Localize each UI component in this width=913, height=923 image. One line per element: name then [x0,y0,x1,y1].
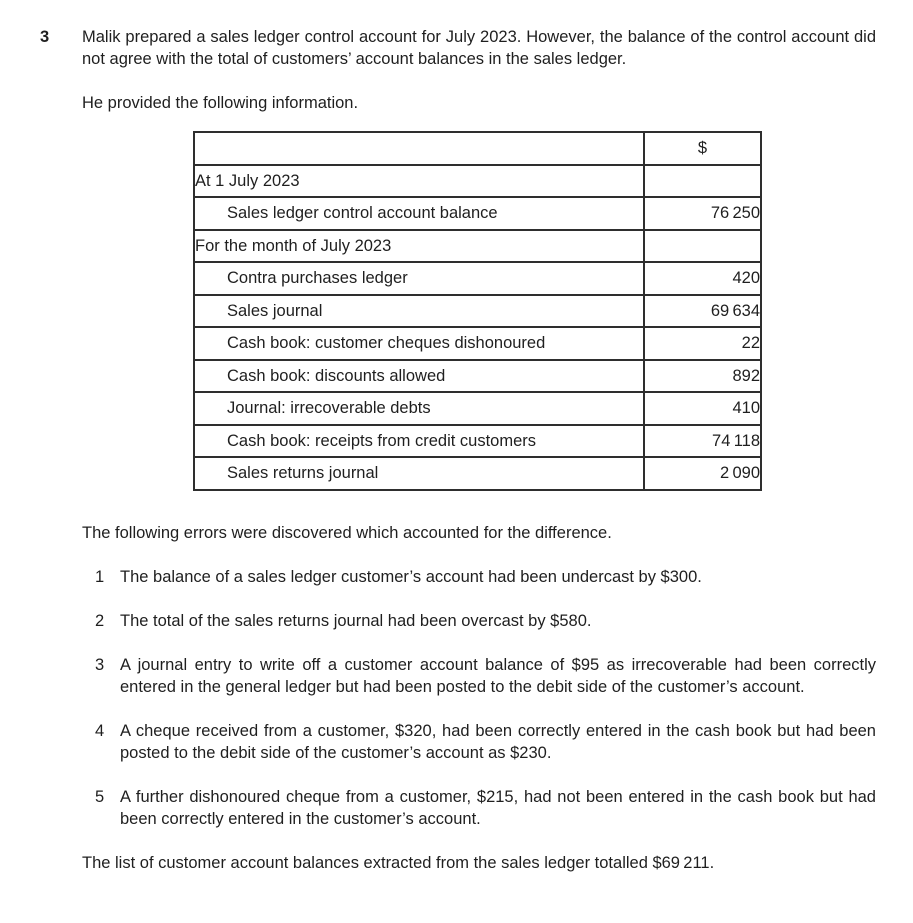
row-label: Cash book: receipts from credit customers [194,425,644,458]
error-text: A further dishonoured cheque from a customer, $215, had not been entered in the cash book but had been correctly entered in the customer’s account. [120,787,876,828]
row-label: Sales journal [194,295,644,328]
errors-intro: The following errors were discovered which accounted for the difference. [82,523,612,542]
row-label: Sales ledger control account balance [194,197,644,230]
closing-note: The list of customer account balances extracted from the sales ledger totalled $69 211. [82,853,715,872]
table-row [194,262,761,295]
table-header-row [194,132,761,165]
row-value: 76 250 [644,197,761,230]
row-label: At 1 July 2023 [194,165,644,198]
error-text: A journal entry to write off a customer account balance of $95 as irrecoverable had been correctly entered in the general ledger but had been posted to the debit side of the customer’s account. [120,655,876,696]
table-row [194,197,761,230]
info-table [193,131,762,491]
table-row [194,425,761,458]
row-value: 69 634 [644,295,761,328]
header-empty-cell [194,132,644,165]
table-row [194,230,761,263]
row-label: Contra purchases ledger [194,262,644,295]
row-label: Sales returns journal [194,457,644,490]
error-number: 4 [95,721,105,740]
error-text: The total of the sales returns journal had been overcast by $580. [120,611,592,630]
row-value: 2 090 [644,457,761,490]
question-intro: Malik prepared a sales ledger control account for July 2023. However, the balance of the control account did not agree with the total of customers’ account balances in the sales ledger. [82,28,876,68]
error-number: 2 [95,611,105,630]
row-value [644,165,761,198]
error-text: A cheque received from a customer, $320, had been correctly entered in the cash book but had been posted to the debit side of the customer’s account as $230. [120,721,876,762]
table-row [194,360,761,393]
row-value [644,230,761,263]
row-label: Cash book: customer cheques dishonoured [194,327,644,360]
error-number: 3 [95,655,105,674]
row-value: 420 [644,262,761,295]
error-item [82,566,876,588]
error-number: 5 [95,787,105,806]
row-label: For the month of July 2023 [194,230,644,263]
row-label: Journal: irrecoverable debts [194,392,644,425]
error-item [82,610,876,632]
table-row [194,295,761,328]
row-label: Cash book: discounts allowed [194,360,644,393]
question-number: 3 [40,28,50,46]
table-row [194,457,761,490]
error-item [82,654,876,698]
table-row [194,327,761,360]
error-item [82,786,876,830]
row-value: 74 118 [644,425,761,458]
row-value: 410 [644,392,761,425]
table-row [194,392,761,425]
provided-line: He provided the following information. [82,94,359,112]
error-text: The balance of a sales ledger customer’s account had been undercast by $300. [120,567,702,586]
currency-header-cell: $ [644,132,761,165]
error-number: 1 [95,567,105,586]
row-value: 22 [644,327,761,360]
error-item [82,720,876,764]
row-value: 892 [644,360,761,393]
table-row [194,165,761,198]
